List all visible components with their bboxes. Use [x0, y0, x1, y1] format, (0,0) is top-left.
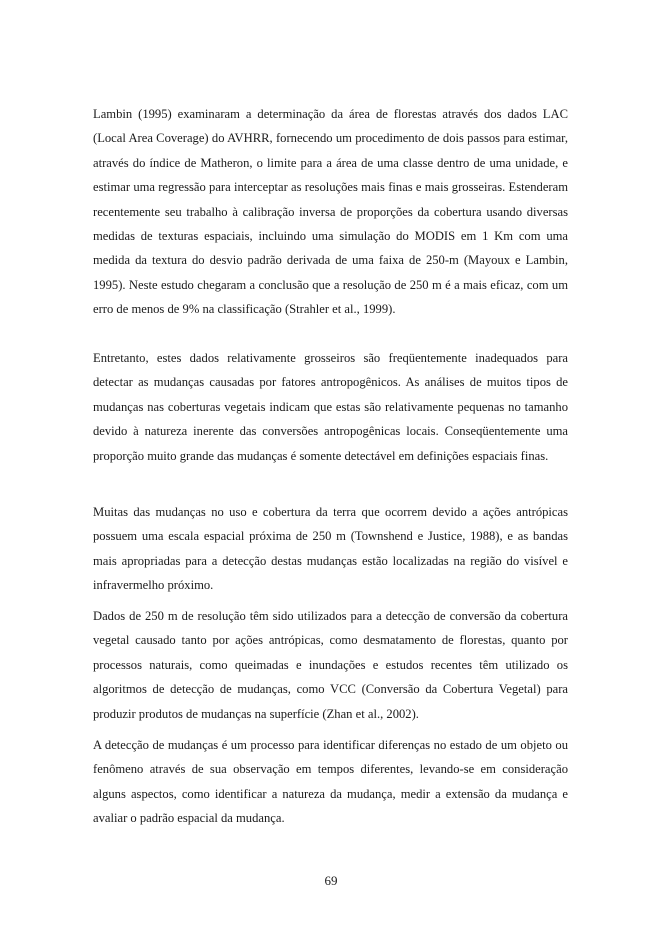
paragraph-dados-250m: Dados de 250 m de resolução têm sido utilizados para a detecção de conversão da cobertura vegetal causado tanto por ações antrópicas, como desmatamento de florestas, quanto por processos naturais, como queimadas e inundações e estudos recentes têm utilizado os algoritmos de detecção de mudanças, como VCC (Conversão da Cobertura Vegetal) para produzir produtos de mudanças na superfície (Zhan et al., 2002). [93, 609, 568, 721]
page-number: 69 [324, 873, 338, 888]
paragraph-entretanto: Entretanto, estes dados relativamente grosseiros são freqüentemente inadequados para detectar as mudanças causadas por fatores antropogênicos. As análises de muitos tipos de mudanças nas coberturas vegetais indicam que estas são relativamente pequenas no tamanho devido à natureza inerente das conversões antropogênicas locais. Conseqüentemente uma proporção muito grande das mudanças é somente detectável em definições espaciais finas. [93, 351, 568, 463]
paragraph-lambin: Lambin (1995) examinaram a determinação da área de florestas através dos dados LAC (Local Area Coverage) do AVHRR, fornecendo um procedimento de dois passos para estimar, através do índice de Matheron, o limite para a área de uma classe dentro de uma unidade, e estimar uma regressão para interceptar as resoluções mais finas e mais grosseiras. Estenderam recentemente seu trabalho à calibração inversa de proporções da cobertura usando diversas medidas de texturas espaciais, incluindo uma simulação do MODIS em 1 Km com uma medida da textura do desvio padrão derivada de uma faixa de 250-m (Mayoux e Lambin, 1995). Neste estudo chegaram a conclusão que a resolução de 250 m é a mais eficaz, com um erro de menos de 9% na classificação (Strahler et al., 1999). [93, 107, 568, 317]
paragraph-muitas-mudancas: Muitas das mudanças no uso e cobertura da terra que ocorrem devido a ações antrópicas possuem uma escala espacial próxima de 250 m (Townshend e Justice, 1988), e as bandas mais apropriadas para a detecção destas mudanças estão localizadas na região do visível e infravermelho próximo. [93, 505, 568, 593]
paragraph-deteccao-mudancas: A detecção de mudanças é um processo para identificar diferenças no estado de um objeto ou fenômeno através de sua observação em tempos diferentes, levando-se em consideração alguns aspectos, como identificar a natureza da mudança, medir a extensão da mudança e avaliar o padrão espacial da mudança. [93, 738, 568, 826]
